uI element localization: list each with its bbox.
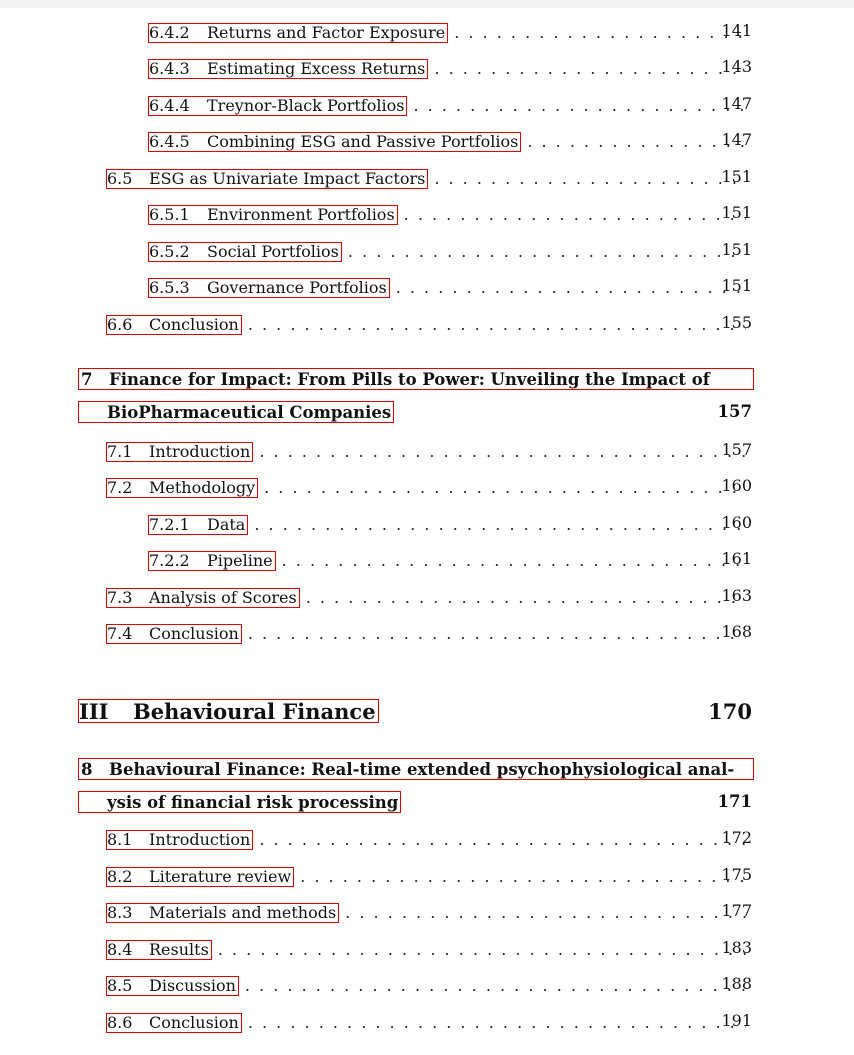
part-title: Behavioural Finance bbox=[133, 698, 376, 724]
section-title: Returns and Factor Exposure bbox=[207, 23, 446, 42]
dot-leader bbox=[248, 624, 746, 644]
toc-entry-6-4-5[interactable] bbox=[148, 128, 752, 152]
page-number: 172 bbox=[721, 828, 752, 847]
toc-link[interactable] bbox=[148, 242, 342, 262]
section-number: 8.4 bbox=[107, 940, 133, 959]
toc-entry-6-5-1[interactable] bbox=[148, 201, 752, 225]
page-number: 163 bbox=[721, 586, 752, 605]
toc-entry-7-2-2[interactable] bbox=[148, 547, 752, 571]
dot-leader bbox=[264, 478, 746, 498]
toc-chapter-7[interactable] bbox=[78, 368, 754, 427]
dot-leader bbox=[404, 205, 746, 225]
page-number: 151 bbox=[721, 167, 752, 186]
toc-entry-8-2[interactable] bbox=[106, 863, 752, 887]
section-number: 8.6 bbox=[107, 1013, 133, 1032]
page-number: 183 bbox=[721, 938, 752, 957]
chapter-number: 7 bbox=[81, 369, 93, 389]
page-number: 188 bbox=[721, 974, 752, 993]
toc-link[interactable] bbox=[106, 478, 258, 498]
dot-leader bbox=[248, 315, 746, 335]
section-number: 7.2 bbox=[107, 478, 133, 497]
toc-link[interactable] bbox=[148, 515, 248, 535]
page-number: 143 bbox=[721, 57, 752, 76]
page-number: 147 bbox=[721, 130, 752, 149]
section-title: Combining ESG and Passive Portfolios bbox=[207, 132, 519, 151]
dot-leader bbox=[454, 23, 746, 43]
toc-link[interactable] bbox=[106, 976, 239, 996]
chapter-title-line2: BioPharmaceutical Companies bbox=[107, 402, 392, 422]
section-title: Conclusion bbox=[149, 315, 239, 334]
toc-link[interactable] bbox=[106, 830, 253, 850]
toc-entry-8-1[interactable] bbox=[106, 826, 752, 850]
section-title: Treynor-Black Portfolios bbox=[207, 96, 405, 115]
section-number: 6.4.5 bbox=[149, 132, 190, 151]
toc-entry-8-6[interactable] bbox=[106, 1009, 752, 1033]
chapter-page-number: 171 bbox=[717, 792, 752, 811]
chapter-title-link-line1[interactable] bbox=[78, 758, 754, 780]
dot-leader bbox=[434, 169, 746, 189]
toc-entry-8-3[interactable] bbox=[106, 899, 752, 923]
dot-leader bbox=[434, 59, 746, 79]
toc-entry-8-4[interactable] bbox=[106, 936, 752, 960]
section-title: Materials and methods bbox=[149, 903, 337, 922]
section-number: 6.6 bbox=[107, 315, 133, 334]
section-title: Introduction bbox=[149, 830, 251, 849]
section-title: Introduction bbox=[149, 442, 251, 461]
toc-link[interactable] bbox=[148, 205, 398, 225]
part-title-link[interactable] bbox=[78, 699, 379, 723]
toc-part-3[interactable] bbox=[78, 699, 754, 723]
dot-leader bbox=[282, 551, 746, 571]
section-number: 8.1 bbox=[107, 830, 133, 849]
page-number: 161 bbox=[721, 549, 752, 568]
toc-entry-7-2-1[interactable] bbox=[148, 511, 752, 535]
section-number: 6.5.2 bbox=[149, 242, 190, 261]
dot-leader bbox=[306, 588, 746, 608]
section-title: Discussion bbox=[149, 976, 236, 995]
section-title: ESG as Univariate Impact Factors bbox=[149, 169, 426, 188]
toc-link[interactable] bbox=[148, 278, 390, 298]
section-number: 7.1 bbox=[107, 442, 133, 461]
page-number: 141 bbox=[721, 21, 752, 40]
page-top-band bbox=[0, 0, 854, 8]
section-number: 6.4.4 bbox=[149, 96, 190, 115]
chapter-title-link-line1[interactable] bbox=[78, 368, 754, 390]
section-title: Pipeline bbox=[207, 551, 273, 570]
toc-entry-7-1[interactable] bbox=[106, 438, 752, 462]
section-title: Conclusion bbox=[149, 1013, 239, 1032]
chapter-number: 8 bbox=[81, 759, 93, 779]
part-page-number: 170 bbox=[708, 699, 752, 724]
toc-entry-6-6[interactable] bbox=[106, 311, 752, 335]
section-number: 6.4.2 bbox=[149, 23, 190, 42]
dot-leader bbox=[218, 940, 746, 960]
page-number: 160 bbox=[721, 476, 752, 495]
section-title: Social Portfolios bbox=[207, 242, 339, 261]
page-number: 177 bbox=[721, 901, 752, 920]
chapter-title-line1: Finance for Impact: From Pills to Power: Unveiling the Impact of bbox=[109, 369, 710, 389]
dot-leader bbox=[259, 442, 746, 462]
section-number: 6.5 bbox=[107, 169, 133, 188]
toc-entry-6-5[interactable] bbox=[106, 165, 752, 189]
toc-link[interactable] bbox=[106, 315, 242, 335]
page-number: 151 bbox=[721, 203, 752, 222]
dot-leader bbox=[248, 1013, 746, 1033]
dot-leader bbox=[300, 867, 746, 887]
toc-link[interactable] bbox=[106, 442, 253, 462]
part-number: III bbox=[79, 698, 109, 724]
page-number: 168 bbox=[721, 622, 752, 641]
toc-entry-6-4-3[interactable] bbox=[148, 55, 752, 79]
toc-entry-6-5-3[interactable] bbox=[148, 274, 752, 298]
section-number: 6.5.3 bbox=[149, 278, 190, 297]
toc-link[interactable] bbox=[106, 940, 212, 960]
chapter-page-number: 157 bbox=[717, 402, 752, 421]
toc-link[interactable] bbox=[106, 624, 242, 644]
toc-entry-7-3[interactable] bbox=[106, 584, 752, 608]
section-number: 7.4 bbox=[107, 624, 133, 643]
section-title: Data bbox=[207, 515, 246, 534]
toc-entry-7-2[interactable] bbox=[106, 474, 752, 498]
section-title: Governance Portfolios bbox=[207, 278, 387, 297]
section-number: 7.2.1 bbox=[149, 515, 190, 534]
section-title: Conclusion bbox=[149, 624, 239, 643]
toc-link[interactable] bbox=[148, 23, 448, 43]
chapter-title-link-line2[interactable] bbox=[78, 401, 394, 423]
chapter-title-link-line2[interactable] bbox=[78, 791, 401, 813]
toc-link[interactable] bbox=[106, 588, 300, 608]
toc-entry-6-5-2[interactable] bbox=[148, 238, 752, 262]
toc-link[interactable] bbox=[148, 132, 521, 152]
section-number: 7.3 bbox=[107, 588, 133, 607]
toc-link[interactable] bbox=[148, 551, 276, 571]
page-number: 175 bbox=[721, 865, 752, 884]
dot-leader bbox=[259, 830, 746, 850]
section-title: Analysis of Scores bbox=[149, 588, 297, 607]
chapter-title-line1: Behavioural Finance: Real-time extended psychophysiological anal- bbox=[109, 759, 735, 779]
dot-leader bbox=[254, 515, 746, 535]
dot-leader bbox=[245, 976, 746, 996]
section-number: 6.5.1 bbox=[149, 205, 190, 224]
toc-link[interactable] bbox=[106, 1013, 242, 1033]
section-number: 7.2.2 bbox=[149, 551, 190, 570]
chapter-title-line2: ysis of financial risk processing bbox=[107, 792, 399, 812]
toc-link[interactable] bbox=[148, 96, 407, 116]
page-number: 160 bbox=[721, 513, 752, 532]
section-title: Results bbox=[149, 940, 209, 959]
dot-leader bbox=[345, 903, 746, 923]
toc-link[interactable] bbox=[106, 169, 428, 189]
toc-entry-8-5[interactable] bbox=[106, 972, 752, 996]
page-number: 191 bbox=[721, 1011, 752, 1030]
section-number: 8.5 bbox=[107, 976, 133, 995]
toc-entry-6-4-2[interactable] bbox=[148, 19, 752, 43]
toc-link[interactable] bbox=[106, 867, 294, 887]
dot-leader bbox=[348, 242, 746, 262]
page-number: 151 bbox=[721, 276, 752, 295]
page-number: 147 bbox=[721, 94, 752, 113]
section-number: 6.4.3 bbox=[149, 59, 190, 78]
toc-link[interactable] bbox=[148, 59, 428, 79]
section-number: 8.2 bbox=[107, 867, 133, 886]
section-title: Environment Portfolios bbox=[207, 205, 395, 224]
toc-entry-7-4[interactable] bbox=[106, 620, 752, 644]
page-number: 157 bbox=[721, 440, 752, 459]
section-title: Estimating Excess Returns bbox=[207, 59, 426, 78]
section-number: 8.3 bbox=[107, 903, 133, 922]
toc-chapter-8[interactable] bbox=[78, 758, 754, 817]
toc-link[interactable] bbox=[106, 903, 339, 923]
page-number: 151 bbox=[721, 240, 752, 259]
dot-leader bbox=[396, 278, 746, 298]
page-number: 155 bbox=[721, 313, 752, 332]
dot-leader bbox=[413, 96, 746, 116]
toc-entry-6-4-4[interactable] bbox=[148, 92, 752, 116]
section-title: Methodology bbox=[149, 478, 256, 497]
section-title: Literature review bbox=[149, 867, 292, 886]
